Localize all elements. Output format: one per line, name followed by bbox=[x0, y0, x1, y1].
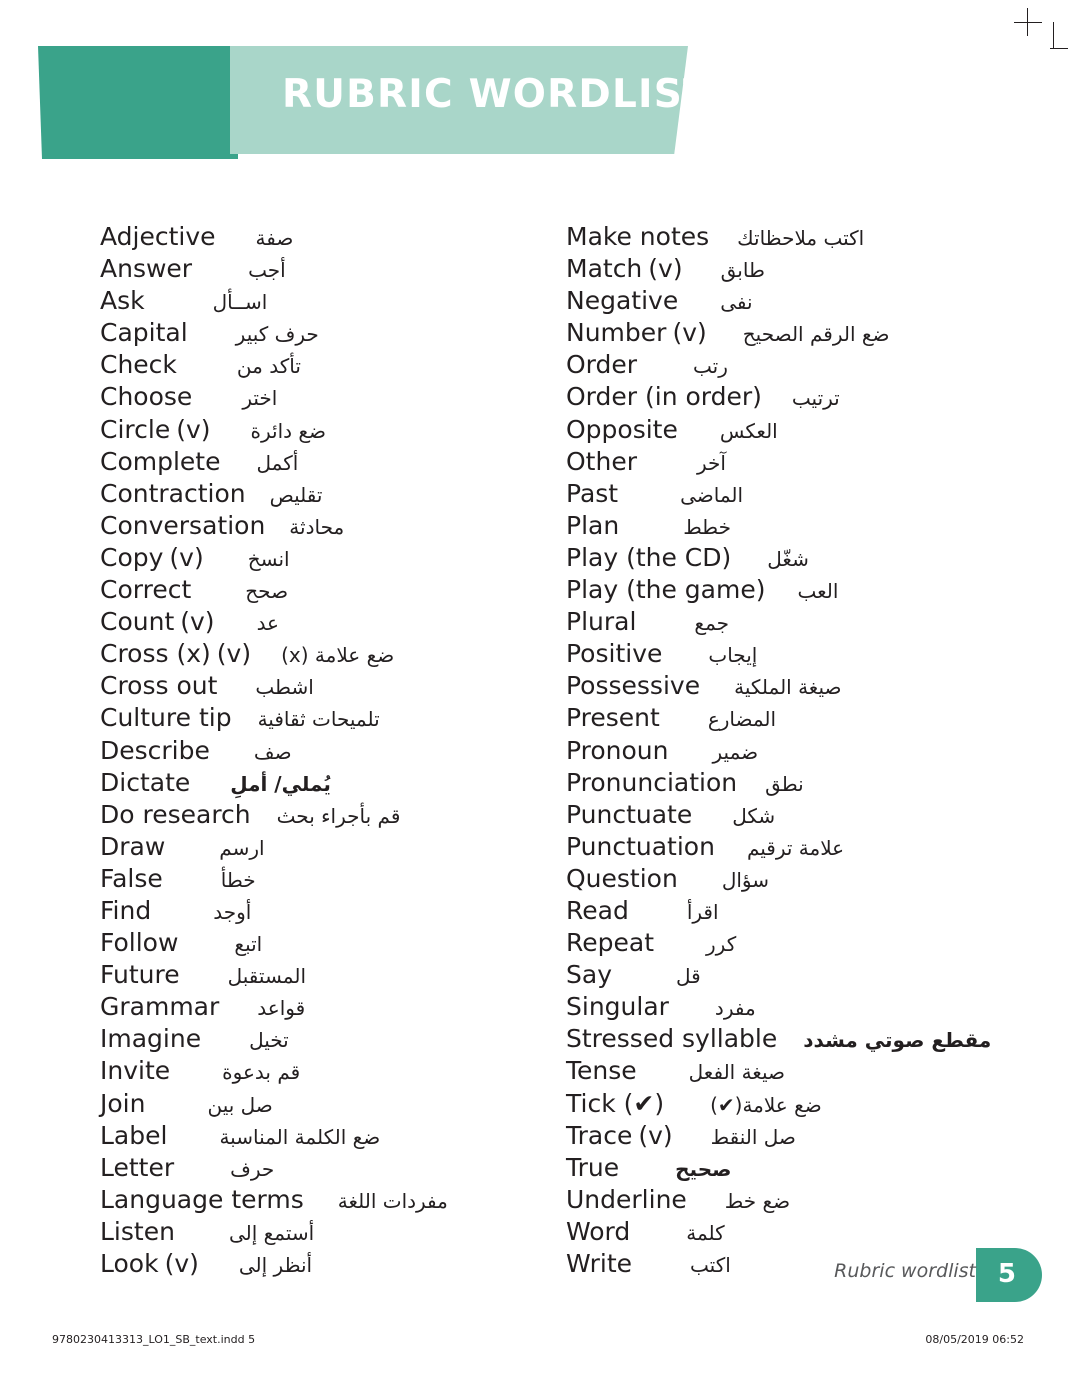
wordlist-term-pos: (v) bbox=[176, 414, 211, 444]
wordlist-term-ar: ترتيب bbox=[791, 386, 840, 411]
wordlist-term-ar: عد bbox=[256, 611, 279, 636]
wordlist-term-en: Find bbox=[100, 895, 152, 925]
wordlist-term-ar: حرف كبير bbox=[235, 322, 319, 347]
wordlist-term-en: Cross out bbox=[100, 671, 218, 701]
wordlist-term-ar: تخيل bbox=[249, 1028, 289, 1053]
wordlist-row bbox=[100, 1217, 546, 1249]
wordlist-row bbox=[566, 992, 1076, 1024]
wordlist-term-ar: سؤال bbox=[721, 867, 770, 892]
wordlist-term-ar: نفى bbox=[720, 290, 753, 315]
wordlist-row bbox=[566, 960, 1076, 992]
wordlist-term-en: Answer bbox=[100, 254, 193, 284]
wordlist-term-en: Correct bbox=[100, 575, 192, 605]
wordlist-term-en: Order bbox=[566, 350, 638, 380]
wordlist-term-en: Plural bbox=[566, 607, 637, 637]
wordlist-row bbox=[566, 1089, 1076, 1121]
wordlist-row bbox=[100, 575, 546, 607]
wordlist-term-ar: المستقبل bbox=[227, 964, 307, 989]
wordlist-term-en: Adjective bbox=[100, 222, 216, 251]
wordlist-term-en: Count bbox=[100, 607, 175, 637]
wordlist-term-en: Complete bbox=[100, 446, 221, 476]
wordlist-term-pos: (v) bbox=[648, 254, 683, 284]
wordlist-term-ar: صفة bbox=[255, 226, 294, 250]
wordlist-row bbox=[566, 832, 1076, 864]
wordlist-term-en: Conversation bbox=[100, 510, 266, 540]
wordlist-row bbox=[566, 382, 1076, 414]
wordlist-row bbox=[566, 607, 1076, 639]
wordlist-term-en: Invite bbox=[100, 1056, 171, 1086]
wordlist-term-ar: ارسم bbox=[219, 835, 265, 860]
wordlist-term-ar: أنظر إلى bbox=[238, 1253, 313, 1277]
wordlist-term-en: Ask bbox=[100, 286, 145, 316]
wordlist-term-en: Past bbox=[566, 478, 619, 508]
wordlist-row bbox=[566, 639, 1076, 671]
wordlist-term-en: Language terms bbox=[100, 1184, 304, 1214]
wordlist-row bbox=[100, 1121, 546, 1153]
wordlist-term-en: Follow bbox=[100, 928, 179, 958]
wordlist-row bbox=[566, 928, 1076, 960]
page-number: 5 bbox=[997, 1259, 1016, 1289]
wordlist-term-pos: (v) bbox=[169, 542, 204, 572]
wordlist-row bbox=[100, 928, 546, 960]
wordlist-term-ar: اكتب ملاحظاتك bbox=[737, 226, 865, 250]
wordlist-term-en: Culture tip bbox=[100, 703, 232, 733]
wordlist-term-en: Present bbox=[566, 703, 660, 733]
wordlist-term-en: Pronunciation bbox=[566, 767, 738, 797]
wordlist-term-ar: شغّل bbox=[767, 546, 809, 571]
wordlist-term-en: Draw bbox=[100, 831, 166, 861]
wordlist-row bbox=[100, 1153, 546, 1185]
wordlist-term-en: Punctuation bbox=[566, 831, 715, 861]
wordlist-term-en: Choose bbox=[100, 382, 193, 412]
wordlist-term-ar: ضمير bbox=[712, 739, 759, 764]
wordlist-term-en: Write bbox=[566, 1249, 633, 1278]
wordlist-term-pos: (v) bbox=[672, 318, 707, 348]
wordlist-row bbox=[566, 736, 1076, 768]
wordlist-row bbox=[100, 1249, 546, 1281]
wordlist-term-ar: كرر bbox=[706, 932, 737, 957]
wordlist-term-en: Positive bbox=[566, 639, 663, 669]
wordlist-term-ar: ضع الكلمة المناسبة bbox=[219, 1124, 381, 1149]
banner-dark-block bbox=[38, 46, 238, 159]
wordlist-term-ar: مفرد bbox=[714, 996, 756, 1021]
wordlist-term-en: Negative bbox=[566, 286, 679, 316]
wordlist-term-en: False bbox=[100, 863, 163, 893]
wordlist-term-ar: شكل bbox=[732, 803, 776, 828]
wordlist-term-ar: ضع علامة(✔) bbox=[710, 1092, 822, 1117]
wordlist-term-en: Tick (✔) bbox=[566, 1088, 665, 1118]
wordlist-term-en: Cross (x) bbox=[100, 639, 211, 669]
wordlist-term-ar: جمع bbox=[694, 611, 729, 636]
wordlist-term-ar: خطأ bbox=[220, 867, 256, 892]
wordlist-term-ar: علامة ترقيم bbox=[746, 835, 845, 860]
wordlist-term-ar: قم بدعوة bbox=[222, 1060, 301, 1085]
wordlist-term-en: Imagine bbox=[100, 1024, 202, 1054]
wordlist-row bbox=[100, 703, 546, 735]
wordlist-term-ar: ضع علامة (x) bbox=[281, 643, 395, 668]
wordlist-term-en: Play (the CD) bbox=[566, 542, 732, 572]
wordlist-term-ar: نطق bbox=[765, 771, 804, 796]
wordlist-row bbox=[100, 511, 546, 543]
wordlist-term-en: Word bbox=[566, 1216, 631, 1246]
wordlist-term-en: Question bbox=[566, 863, 678, 893]
wordlist-row bbox=[100, 543, 546, 575]
wordlist-term-ar: تأكد من bbox=[236, 354, 301, 379]
wordlist-term-en: Letter bbox=[100, 1152, 175, 1182]
folio-label: Rubric wordlist bbox=[834, 1260, 976, 1282]
wordlist-term-ar: أوجد bbox=[213, 899, 252, 924]
wordlist-term-ar: اختر bbox=[242, 386, 278, 411]
print-timestamp: 08/05/2019 06:52 bbox=[925, 1333, 1024, 1346]
wordlist-term-ar: الماضى bbox=[680, 482, 744, 507]
wordlist-row bbox=[100, 639, 546, 671]
wordlist-row bbox=[566, 800, 1076, 832]
wordlist-term-ar: صيغة الملكية bbox=[734, 675, 842, 700]
wordlist-row bbox=[100, 382, 546, 414]
crop-mark-top-right-v bbox=[1027, 8, 1028, 36]
wordlist-term-en: Order (in order) bbox=[566, 382, 762, 412]
wordlist-row bbox=[100, 1185, 546, 1217]
wordlist-row bbox=[100, 254, 546, 286]
wordlist-row bbox=[100, 671, 546, 703]
wordlist-term-ar: قل bbox=[675, 964, 701, 989]
wordlist-term-ar: العب bbox=[797, 579, 839, 604]
wordlist-term-ar: محادثة bbox=[289, 514, 345, 539]
wordlist-row bbox=[566, 447, 1076, 479]
wordlist-column-right bbox=[546, 222, 1076, 1281]
wordlist-row bbox=[566, 671, 1076, 703]
wordlist-term-en: Read bbox=[566, 895, 629, 925]
wordlist-term-ar: انسخ bbox=[247, 546, 290, 571]
wordlist-term-pos: (v) bbox=[216, 639, 252, 669]
wordlist-term-ar: إيجاب bbox=[708, 643, 758, 668]
crop-mark-top-right-h2 bbox=[1050, 48, 1068, 49]
wordlist-term-ar: اقرأ bbox=[686, 899, 719, 924]
wordlist-row bbox=[566, 1153, 1076, 1185]
wordlist-row bbox=[100, 800, 546, 832]
wordlist-term-ar: ضع خط bbox=[724, 1188, 791, 1213]
wordlist-term-en: Singular bbox=[566, 992, 669, 1022]
print-info-line bbox=[52, 1333, 1024, 1346]
wordlist-term-en: Possessive bbox=[566, 671, 701, 701]
wordlist-term-ar: صل بين bbox=[207, 1092, 273, 1117]
wordlist-row bbox=[100, 960, 546, 992]
wordlist-term-en: Label bbox=[100, 1120, 168, 1150]
crop-mark-top-right-h bbox=[1014, 22, 1042, 23]
wordlist-term-en: Pronoun bbox=[566, 735, 669, 765]
wordlist-term-en: Number bbox=[566, 318, 667, 348]
wordlist-row bbox=[566, 896, 1076, 928]
wordlist-row bbox=[566, 1217, 1076, 1249]
wordlist-term-ar: رتب bbox=[693, 354, 728, 379]
wordlist-term-ar: حرف bbox=[230, 1156, 275, 1181]
wordlist-row bbox=[566, 1121, 1076, 1153]
wordlist-term-en: Join bbox=[100, 1088, 146, 1118]
wordlist-term-ar: ضع دائرة bbox=[250, 418, 327, 443]
wordlist-term-en: Stressed syllable bbox=[566, 1024, 778, 1054]
print-file-name: 9780230413313_LO1_SB_text.indd 5 bbox=[52, 1333, 256, 1346]
wordlist-term-ar: اشطب bbox=[255, 675, 314, 700]
wordlist-term-en: Check bbox=[100, 350, 177, 380]
wordlist-row bbox=[100, 736, 546, 768]
wordlist-row bbox=[100, 768, 546, 800]
wordlist-row bbox=[566, 575, 1076, 607]
page-title: RUBRIC WORDLIST bbox=[282, 72, 711, 117]
wordlist-row bbox=[100, 864, 546, 896]
wordlist-term-pos: (v) bbox=[164, 1249, 199, 1278]
wordlist-term-en: Play (the game) bbox=[566, 575, 766, 605]
wordlist-term-ar: اكتب bbox=[690, 1253, 731, 1277]
wordlist-term-en: Trace bbox=[566, 1120, 633, 1150]
wordlist-term-pos: (v) bbox=[180, 607, 215, 637]
wordlist-row bbox=[100, 447, 546, 479]
wordlist-row bbox=[566, 222, 1076, 254]
wordlist-term-en: Opposite bbox=[566, 414, 678, 444]
wordlist-term-ar: صحح bbox=[245, 579, 289, 604]
wordlist-row bbox=[566, 415, 1076, 447]
wordlist-term-ar: مقطع صوتي مشدد bbox=[803, 1028, 992, 1053]
wordlist-term-ar: صيغة الفعل bbox=[688, 1060, 785, 1085]
wordlist-term-en: Grammar bbox=[100, 992, 220, 1022]
wordlist-term-en: Match bbox=[566, 254, 643, 284]
wordlist-term-en: Capital bbox=[100, 318, 188, 348]
wordlist-term-ar: أكمل bbox=[256, 450, 299, 475]
wordlist-term-ar: قم بأجراء بحث bbox=[276, 803, 401, 828]
wordlist-term-en: Say bbox=[566, 960, 612, 990]
wordlist-term-ar: المضارع bbox=[707, 707, 777, 732]
wordlist-row bbox=[100, 1024, 546, 1056]
wordlist-row bbox=[100, 832, 546, 864]
wordlist-term-en: Dictate bbox=[100, 767, 191, 797]
wordlist-term-ar: طابق bbox=[720, 258, 765, 283]
wordlist-row bbox=[566, 1185, 1076, 1217]
wordlist-row bbox=[100, 479, 546, 511]
wordlist-term-en: Repeat bbox=[566, 928, 655, 958]
wordlist-term-en: Underline bbox=[566, 1184, 687, 1214]
wordlist-term-en: Contraction bbox=[100, 478, 246, 508]
wordlist-column-left bbox=[0, 222, 546, 1281]
wordlist-row bbox=[100, 1089, 546, 1121]
wordlist-term-ar: يُملي/ أملِ bbox=[230, 771, 331, 796]
wordlist-term-en: Other bbox=[566, 446, 637, 476]
wordlist-row bbox=[566, 254, 1076, 286]
wordlist-term-ar: تقليص bbox=[269, 482, 323, 507]
wordlist-term-ar: اتبع bbox=[234, 932, 263, 957]
wordlist-term-en: Future bbox=[100, 960, 180, 990]
wordlist-term-en: Tense bbox=[566, 1056, 637, 1086]
wordlist-row bbox=[100, 992, 546, 1024]
wordlist-term-en: Listen bbox=[100, 1216, 175, 1246]
wordlist-row bbox=[100, 222, 546, 254]
wordlist-row bbox=[566, 768, 1076, 800]
wordlist-term-ar: آخر bbox=[696, 450, 726, 475]
wordlist-row bbox=[100, 286, 546, 318]
page-banner bbox=[38, 46, 711, 159]
wordlist-term-ar: صل النقط bbox=[710, 1124, 796, 1149]
wordlist-columns bbox=[0, 222, 1076, 1281]
wordlist-row bbox=[566, 864, 1076, 896]
wordlist-term-ar: صحيح bbox=[675, 1156, 732, 1181]
wordlist-term-ar: كلمة bbox=[686, 1220, 725, 1245]
wordlist-term-en: Copy bbox=[100, 542, 164, 572]
wordlist-row bbox=[100, 318, 546, 350]
wordlist-term-en: Circle bbox=[100, 414, 171, 444]
wordlist-row bbox=[566, 703, 1076, 735]
wordlist-term-en: True bbox=[566, 1152, 620, 1182]
crop-mark-top-right-v2 bbox=[1053, 22, 1054, 48]
wordlist-row bbox=[566, 479, 1076, 511]
wordlist-row bbox=[566, 1024, 1076, 1056]
wordlist-term-ar: قواعد bbox=[257, 996, 306, 1021]
wordlist-term-ar: خطط bbox=[683, 514, 731, 539]
wordlist-term-pos: (v) bbox=[638, 1120, 673, 1150]
wordlist-row bbox=[100, 607, 546, 639]
wordlist-term-en: Describe bbox=[100, 735, 210, 765]
wordlist-term-ar: ضع الرقم الصحيح bbox=[742, 322, 890, 347]
wordlist-term-ar: مفردات اللغة bbox=[337, 1188, 448, 1213]
wordlist-row bbox=[100, 415, 546, 447]
wordlist-term-en: Punctuate bbox=[566, 799, 693, 829]
wordlist-row bbox=[100, 896, 546, 928]
wordlist-term-en: Look bbox=[100, 1249, 159, 1278]
wordlist-row bbox=[566, 511, 1076, 543]
wordlist-term-ar: أجب bbox=[248, 258, 286, 283]
wordlist-row bbox=[566, 1056, 1076, 1088]
wordlist-term-en: Do research bbox=[100, 799, 251, 829]
wordlist-row bbox=[566, 286, 1076, 318]
wordlist-term-en: Make notes bbox=[566, 222, 710, 251]
wordlist-term-ar: صف bbox=[253, 739, 292, 764]
wordlist-row bbox=[566, 543, 1076, 575]
wordlist-term-ar: اســأل bbox=[212, 290, 268, 315]
wordlist-row bbox=[100, 1056, 546, 1088]
wordlist-row bbox=[100, 350, 546, 382]
wordlist-term-ar: تلميحات ثقافية bbox=[257, 707, 380, 732]
wordlist-term-ar: أستمع إلى bbox=[228, 1220, 315, 1245]
wordlist-term-en: Plan bbox=[566, 510, 620, 540]
wordlist-row bbox=[566, 350, 1076, 382]
wordlist-row bbox=[566, 318, 1076, 350]
wordlist-term-ar: العكس bbox=[719, 418, 778, 443]
